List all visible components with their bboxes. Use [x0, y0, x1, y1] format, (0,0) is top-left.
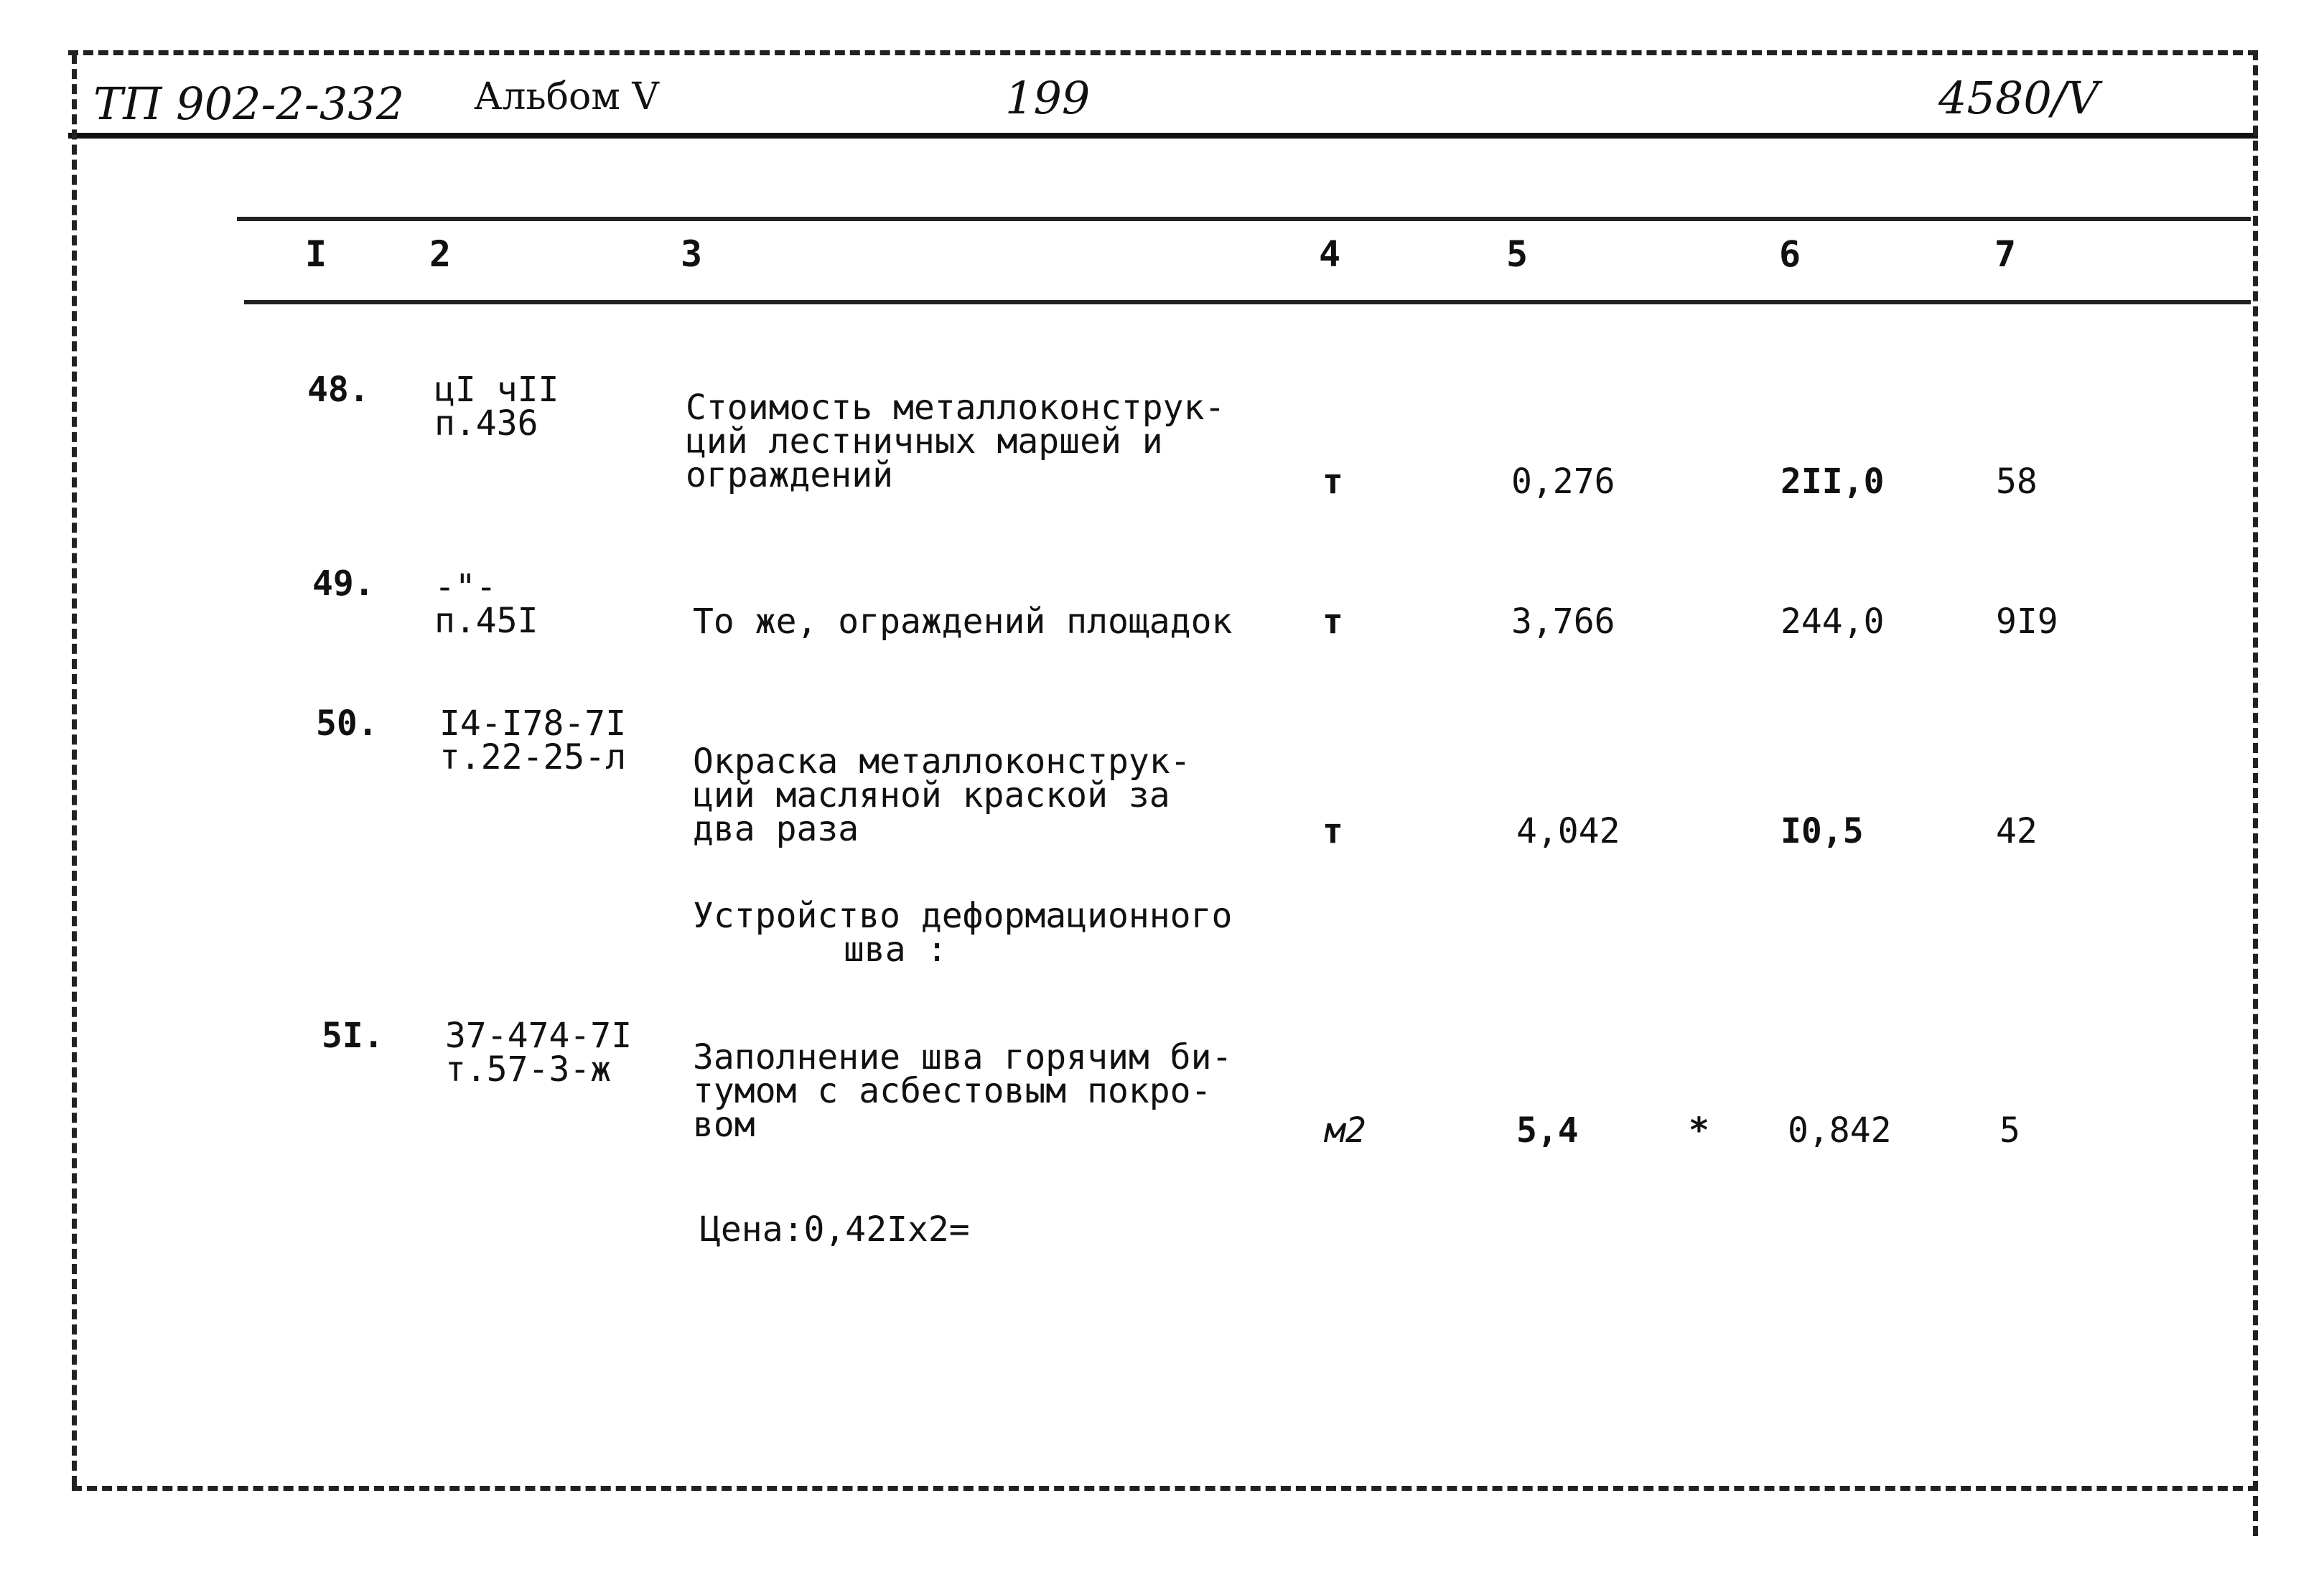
- row-description: Заполнение шва горячим би- тумом с асбестовым покро- вом: [693, 1037, 1233, 1145]
- row-price: 244,0: [1781, 602, 1885, 642]
- row-number: 48.: [307, 370, 370, 410]
- column-header-1: I: [305, 233, 327, 275]
- frame-bottom-border: [72, 1486, 2258, 1491]
- row-number: 5I.: [322, 1016, 384, 1056]
- row-reference: -"- п.45I: [434, 567, 538, 641]
- column-header-3: 3: [681, 233, 703, 275]
- album-label: Альбом V: [474, 75, 659, 118]
- row-quantity: 5,4: [1516, 1110, 1579, 1151]
- row-price: 2II,0: [1781, 462, 1885, 502]
- column-header-7: 7: [1994, 233, 2017, 275]
- row-description: Окраска металлоконструк- ций масляной краской за два раза: [693, 741, 1191, 849]
- frame-right-border: [2253, 50, 2258, 1536]
- project-code: ТП 902-2-332: [93, 78, 405, 130]
- column-header-5: 5: [1506, 233, 1529, 275]
- table-header-bottom-rule: [244, 300, 2251, 304]
- row-reference: цI чII п.436: [434, 370, 559, 444]
- row-number: 50.: [316, 703, 378, 744]
- section-title: Устройство деформационного шва :: [693, 896, 1233, 970]
- row-total: 58: [1996, 462, 2038, 502]
- table-header-top-rule: [237, 217, 2251, 221]
- page-number: 199: [1005, 72, 1091, 124]
- row-unit: т: [1322, 811, 1343, 851]
- row-quantity: 4,042: [1516, 811, 1620, 851]
- title-block-divider: [68, 133, 2258, 139]
- row-total: 9I9: [1996, 602, 2058, 642]
- row-reference: I4-I78-7I т.22-25-л: [439, 703, 627, 777]
- row-quantity: 0,276: [1511, 462, 1615, 502]
- row-price: 0,842: [1788, 1110, 1892, 1151]
- row-total: 42: [1996, 811, 2038, 851]
- row-price: I0,5: [1781, 811, 1864, 851]
- column-header-2: 2: [429, 233, 452, 275]
- column-header-6: 6: [1779, 233, 1801, 275]
- row-unit: т: [1322, 462, 1343, 502]
- frame-left-border: [72, 54, 77, 1486]
- row-description: Стоимость металлоконструк- ций лестничных маршей и ограждений: [686, 388, 1226, 495]
- row-quantity: 3,766: [1511, 602, 1615, 642]
- column-header-4: 4: [1319, 233, 1341, 275]
- sheet-code: 4580/V: [1938, 72, 2099, 124]
- row-number: 49.: [312, 563, 375, 604]
- row-total: 5: [1999, 1110, 2020, 1151]
- row-unit: м2: [1325, 1110, 1366, 1151]
- frame-top-border: [68, 50, 2258, 55]
- row-unit: т: [1322, 602, 1343, 642]
- row-description: То же, ограждений площадок: [693, 602, 1233, 642]
- row-reference: 37-474-7I т.57-3-ж: [445, 1016, 633, 1090]
- row-marker: *: [1689, 1110, 1709, 1151]
- price-footnote: Цена:0,42Iх2=: [700, 1209, 970, 1250]
